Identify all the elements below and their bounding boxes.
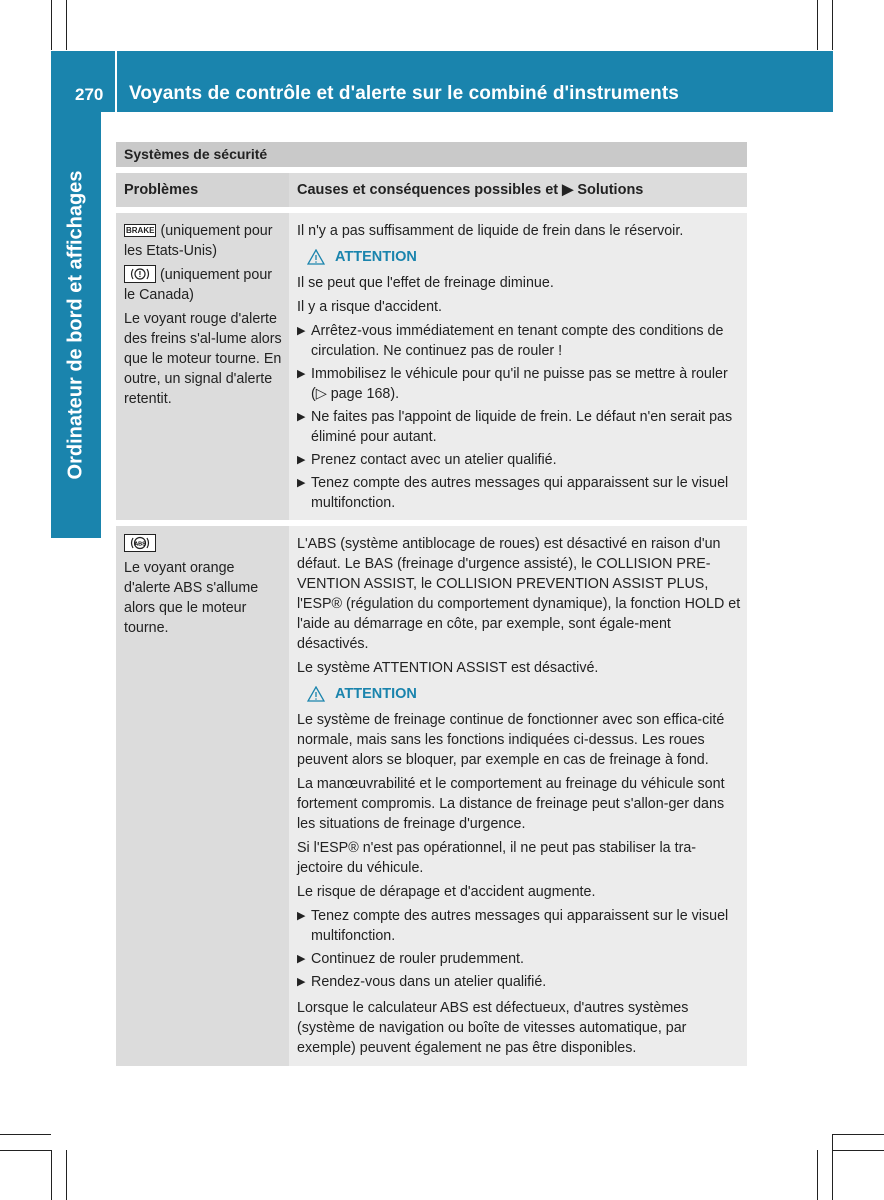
problem-brake-text: (uniquement pour les Etats-Unis) <box>124 223 273 259</box>
warning-triangle-icon <box>307 686 325 702</box>
header-problems: Problèmes <box>116 173 289 207</box>
list-item-text: Prenez contact avec un atelier qualifié. <box>311 452 557 468</box>
side-tab-label: Ordinateur de bord et affichages <box>64 170 87 480</box>
arrow-icon: ▶ <box>297 454 306 466</box>
list-item <box>297 450 741 470</box>
warning-label: ATTENTION <box>335 686 417 702</box>
crop-mark <box>817 0 818 50</box>
problem-cell <box>116 526 289 1066</box>
arrow-icon: ▶ <box>297 910 306 922</box>
list-item-text: Tenez compte des autres messages qui apparaissent sur le visuel multifonction. <box>311 475 729 511</box>
cause-text: L'ABS (système antiblocage de roues) est désactivé en raison d'un défaut. Le BAS (freinage d'urgence assisté), le COLLISION PRE-VENTION ASSIST, le COLLISION PREVENTION ASSIST PLUS, l'ESP® (régulation du comportement dynamique), la fonction HOLD et l'aide au démarrage en côte, par exemple, sont égale-ment désactivés. <box>297 536 741 652</box>
list-item-text: Arrêtez-vous immédiatement en tenant compte des conditions de circulation. Ne continuez pas de rouler ! <box>311 323 724 359</box>
arrow-icon: ▶ <box>297 976 306 988</box>
list-item-text: Immobilisez le véhicule pour qu'il ne puisse pas se mettre à rouler (▷ page 168). <box>311 366 728 402</box>
crop-mark <box>833 1150 884 1151</box>
list-item-text: Tenez compte des autres messages qui apparaissent sur le visuel multifonction. <box>311 908 729 944</box>
problem-canada <box>124 265 283 305</box>
footer-text: Lorsque le calculateur ABS est défectueux, d'autres systèmes (système de navigation ou boîte de vitesses automatique, par exemple) peuvent également ne pas être disponibles. <box>297 1000 689 1056</box>
warning-triangle-icon <box>307 249 325 265</box>
list-item <box>297 364 741 404</box>
crop-mark <box>51 0 52 50</box>
list-item <box>297 321 741 361</box>
crop-mark <box>66 1150 67 1200</box>
page-number: 270 <box>75 85 104 104</box>
crop-mark <box>51 1150 52 1200</box>
crop-mark <box>832 1134 833 1200</box>
warning-text: Il y a risque d'accident. <box>297 299 442 315</box>
warning-text: Le risque de dérapage et d'accident augmente. <box>297 884 596 900</box>
warning-text: Il se peut que l'effet de freinage diminue. <box>297 275 554 291</box>
list-item-text: Ne faites pas l'appoint de liquide de frein. Le défaut n'en serait pas éliminé pour autant. <box>311 409 733 445</box>
header-causes: Causes et conséquences possibles et ▶ Solutions <box>289 173 747 207</box>
problem-description: Le voyant orange d'alerte ABS s'allume alors que le moteur tourne. <box>124 560 259 636</box>
svg-text:!: ! <box>138 270 142 279</box>
cause-cell <box>289 526 747 1066</box>
problem-description: Le voyant rouge d'alerte des freins s'al-lume alors que le moteur tourne. En outre, un signal d'alerte retentit. <box>124 311 282 407</box>
arrow-icon: ▶ <box>297 325 306 337</box>
crop-mark <box>0 1150 51 1151</box>
crop-mark <box>832 0 833 50</box>
page-header <box>51 51 833 112</box>
brake-warning-icon: BRAKE <box>126 226 155 235</box>
problem-canada-text: (uniquement pour le Canada) <box>124 267 273 303</box>
cause-cell <box>289 213 747 520</box>
warning-text: La manœuvrabilité et le comportement au freinage du véhicule sont fortement compromis. La distance de freinage peut s'allon-ger dans les situations de freinage d'urgence. <box>297 776 725 832</box>
svg-text:ABS: ABS <box>134 541 146 548</box>
list-item <box>297 906 741 946</box>
list-item <box>297 972 741 992</box>
problem-brake <box>124 221 283 261</box>
list-item-text: Rendez-vous dans un atelier qualifié. <box>311 974 547 990</box>
safety-systems-table <box>116 142 747 1066</box>
warning-text: Si l'ESP® n'est pas opérationnel, il ne peut pas stabiliser la tra-jectoire du véhicule. <box>297 840 697 876</box>
list-item <box>297 473 741 513</box>
table-header <box>116 173 747 207</box>
cause-text: Le système ATTENTION ASSIST est désactivé. <box>297 660 599 676</box>
problem-cell <box>116 213 289 520</box>
crop-mark <box>833 1134 884 1135</box>
arrow-icon: ▶ <box>297 953 306 965</box>
crop-mark <box>0 1134 51 1135</box>
table-row <box>116 213 747 520</box>
crop-mark <box>66 0 67 50</box>
warning-text: Le système de freinage continue de fonctionner avec son effica-cité normale, mais sans les fonctions indiquées ci-dessus. Les roues peuvent alors se bloquer, par exemple en cas de freinage à fond. <box>297 712 725 768</box>
cause-text: Il n'y a pas suffisamment de liquide de frein dans le réservoir. <box>297 223 684 239</box>
page-title: Voyants de contrôle et d'alerte sur le combiné d'instruments <box>129 83 679 104</box>
warning-heading <box>307 684 741 704</box>
arrow-icon: ▶ <box>297 477 306 489</box>
warning-heading <box>307 247 741 267</box>
warning-label: ATTENTION <box>335 249 417 265</box>
section-title: Systèmes de sécurité <box>116 142 747 167</box>
arrow-icon: ▶ <box>297 368 306 380</box>
header-separator <box>115 51 117 112</box>
list-item <box>297 949 741 969</box>
brake-circle-icon <box>124 265 156 283</box>
table-row <box>116 526 747 1066</box>
abs-icon <box>124 534 156 552</box>
list-item-text: Continuez de rouler prudemment. <box>311 951 524 967</box>
abs-symbol <box>124 534 283 554</box>
crop-mark <box>817 1150 818 1200</box>
arrow-icon: ▶ <box>297 411 306 423</box>
list-item <box>297 407 741 447</box>
